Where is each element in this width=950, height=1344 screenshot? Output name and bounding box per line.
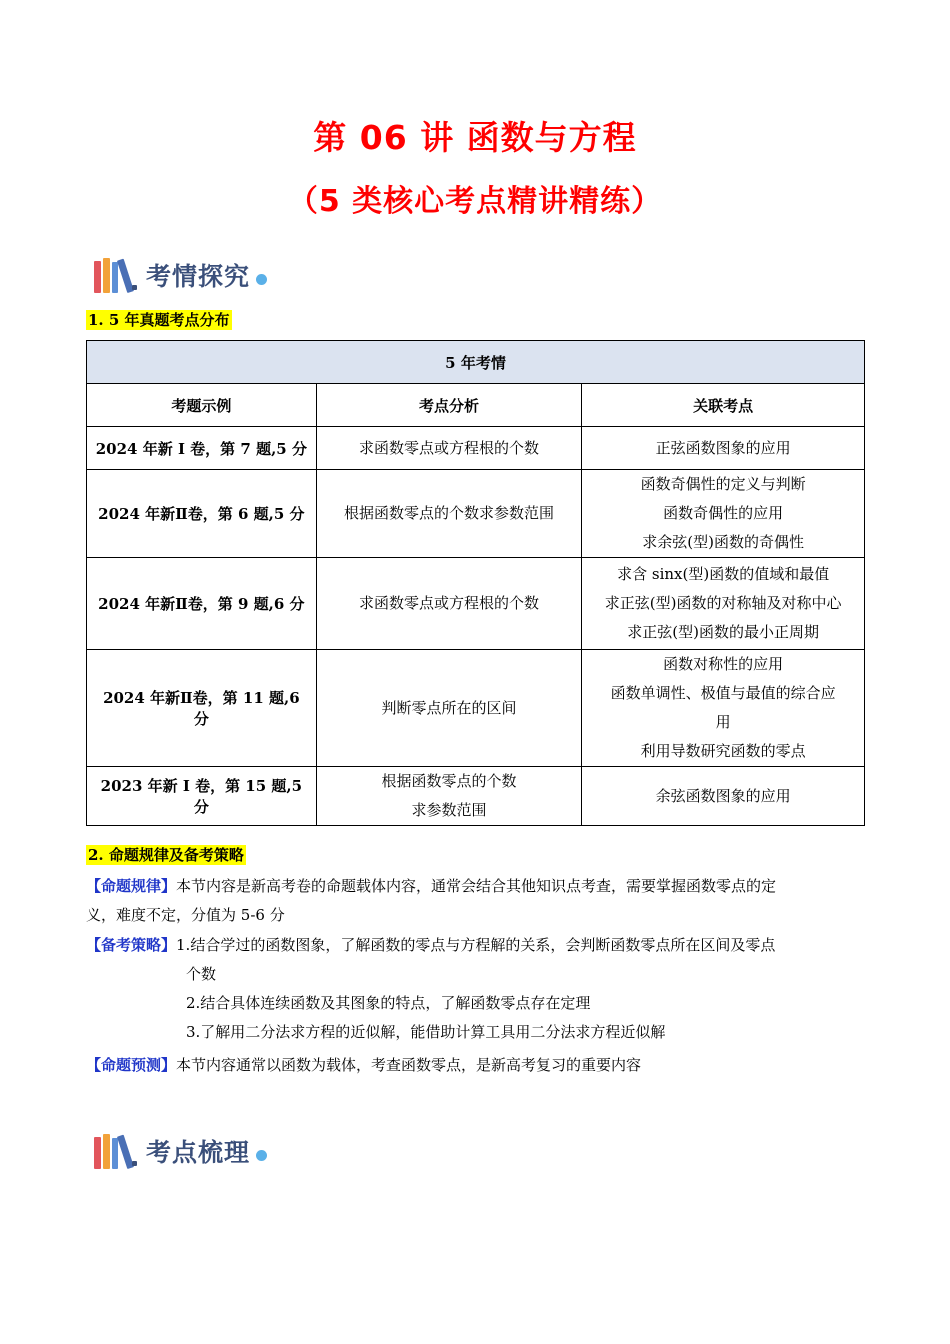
section1-heading: 1. 5 年真题考点分布 (88, 311, 230, 329)
forecast-paragraph (86, 1051, 868, 1080)
strategy-item-3: 3.了解用二分法求方程的近似解，能借助计算工具用二分法求方程近似解 (186, 1023, 666, 1041)
cell-related: 函数对称性的应用 函数单调性、极值与最值的综合应 用 利用导数研究函数的零点 (582, 650, 865, 767)
table-row (87, 767, 865, 826)
rule-text-2: 义，难度不定，分值为 5-6 分 (86, 906, 285, 924)
books-icon (92, 255, 144, 295)
col-header-analysis: 考点分析 (316, 384, 582, 427)
forecast-text: 本节内容通常以函数为载体，考查函数零点，是新高考复习的重要内容 (176, 1056, 642, 1074)
section2-heading: 2. 命题规律及备考策略 (88, 846, 244, 864)
cell-related: 函数奇偶性的定义与判断 函数奇偶性的应用 求余弦(型)函数的奇偶性 (582, 470, 865, 558)
col-header-example: 考题示例 (87, 384, 317, 427)
cell-example: 2024 年新Ⅱ卷，第 11 题,6 分 (87, 650, 317, 767)
table-row (87, 650, 865, 767)
forecast-tag: 【命题预测】 (86, 1056, 177, 1074)
cell-example: 2024 年新Ⅱ卷，第 6 题,5 分 (87, 470, 317, 558)
cell-example: 2024 年新Ⅱ卷，第 9 题,6 分 (87, 558, 317, 650)
strategy-item-2: 2.结合具体连续函数及其图象的特点，了解函数零点存在定理 (186, 994, 591, 1012)
lecture-subtitle: （5 类核心考点精讲精练） (287, 184, 663, 219)
rule-text-1: 本节内容是新高考卷的命题载体内容，通常会结合其他知识点考查，需要掌握函数零点的定 (176, 877, 777, 895)
rule-tag: 【命题规律】 (86, 877, 177, 895)
cell-analysis: 根据函数零点的个数 求参数范围 (316, 767, 582, 826)
table-caption: 5 年考情 (87, 341, 865, 384)
cell-analysis: 判断零点所在的区间 (316, 650, 582, 767)
table-row (87, 470, 865, 558)
cell-analysis: 根据函数零点的个数求参数范围 (316, 470, 582, 558)
cell-example: 2023 年新 I 卷，第 15 题,5 分 (87, 767, 317, 826)
books-icon (92, 1131, 144, 1171)
cell-example: 2024 年新 I 卷，第 7 题,5 分 (87, 427, 317, 470)
strategy-tag: 【备考策略】 (86, 936, 177, 954)
cell-related: 余弦函数图象的应用 (582, 767, 865, 826)
banner-dot-icon (256, 274, 267, 285)
review-banner-title: 考点梳理 (146, 1138, 251, 1167)
exam-distribution-table (86, 340, 865, 826)
col-header-related: 关联考点 (582, 384, 865, 427)
exploration-banner-title: 考情探究 (146, 262, 251, 291)
strategy-item-1: 1.结合学过的函数图象，了解函数的零点与方程解的关系，会判断函数零点所在区间及零点 (176, 936, 776, 954)
table-row (87, 558, 865, 650)
cell-analysis: 求函数零点或方程根的个数 (316, 558, 582, 650)
cell-related: 正弦函数图象的应用 (582, 427, 865, 470)
table-row (87, 427, 865, 470)
strategy-paragraph (86, 931, 868, 1047)
banner-dot-icon (256, 1150, 267, 1161)
rule-paragraph (86, 872, 868, 930)
cell-related: 求含 sinx(型)函数的值域和最值 求正弦(型)函数的对称轴及对称中心 求正弦(型)函数的最小正周期 (582, 558, 865, 650)
cell-analysis: 求函数零点或方程根的个数 (316, 427, 582, 470)
strategy-item-1-cont: 个数 (186, 965, 217, 983)
lecture-title: 第 06 讲 函数与方程 (313, 118, 637, 157)
exploration-banner (92, 254, 267, 296)
review-banner (92, 1130, 267, 1172)
